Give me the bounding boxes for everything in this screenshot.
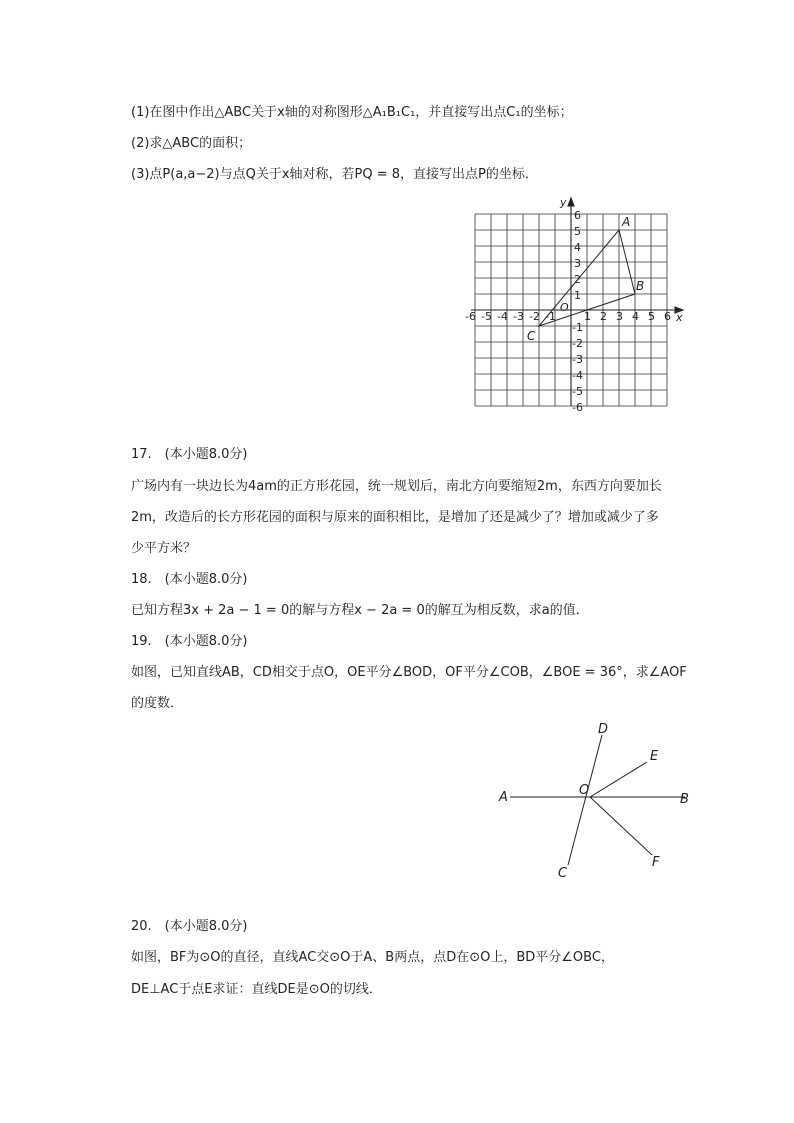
q18-line1: 已知方程3x + 2a − 1 = 0的解与方程x − 2a = 0的解互为相反数，求a的值． [131,603,589,618]
label-o: O [579,783,590,798]
x-tick-label: -6 [465,310,476,323]
ray-oe [590,762,647,797]
q19-line2: 的度数． [131,696,184,711]
x-tick-label: -2 [529,310,540,323]
q18-header: 18. (本小题8.0分) [131,572,248,587]
y-tick-label: -5 [572,385,583,398]
y-tick-label: 6 [574,209,581,222]
q16-part1: (1)在图中作出△ABC关于x轴的对称图形△A₁B₁C₁，并直接写出点C₁的坐标； [131,105,573,120]
y-axis-arrow [568,198,574,206]
point-label-c: C [527,329,536,343]
label-b: B [680,792,689,807]
label-d: D [598,722,609,737]
q16-part3: (3)点P(a,a−2)与点Q关于x轴对称，若PQ = 8，直接写出点P的坐标． [131,167,538,182]
q16-part2: (2)求△ABC的面积； [131,136,252,151]
q17-line3: 少平方米？ [131,541,197,556]
y-tick-label: -6 [572,401,583,414]
point-label-a: A [622,215,631,229]
y-tick-label: 3 [574,257,581,270]
y-tick-label: 1 [574,289,581,302]
label-c: C [558,866,568,881]
x-tick-label: -3 [513,310,524,323]
q20-header: 20. (本小题8.0分) [131,919,248,934]
point-label-b: B [636,279,645,293]
y-tick-label: -1 [572,321,583,334]
x-tick-label: -4 [497,310,508,323]
x-tick-label: 1 [584,310,591,323]
x-tick-label: 5 [648,310,655,323]
y-tick-label: 4 [574,241,581,254]
q19-header: 19. (本小题8.0分) [131,634,248,649]
x-tick-label: 4 [632,310,639,323]
label-f: F [652,855,660,870]
y-tick-label: -4 [572,369,583,382]
q17-line1: 广场内有一块边长为4am的正方形花园，统一规划后，南北方向要缩短2m，东西方向要加长 [131,479,662,494]
x-tick-label: 2 [600,310,607,323]
x-tick-label: -1 [545,310,556,323]
q19-line1: 如图，已知直线AB，CD相交于点O，OE平分∠BOD，OF平分∠COB，∠BOE = 36°，求∠AOF [131,665,687,680]
ray-of [590,797,652,855]
x-axis-label: x [676,311,683,324]
y-tick-label: -3 [572,353,583,366]
q20-line1: 如图，BF为⊙O的直径，直线AC交⊙O于A、B两点，点D在⊙O上，BD平分∠OBC， [131,950,614,965]
q20-line2: DE⊥AC于点E求证：直线DE是⊙O的切线． [131,982,382,997]
x-tick-label: 6 [664,310,671,323]
origin-label: O [560,301,569,314]
q17-line2: 2m，改造后的长方形花园的面积与原来的面积相比，是增加了还是减少了？增加或减少了多 [131,510,659,525]
y-tick-label: 5 [574,225,581,238]
x-tick-label: 3 [616,310,623,323]
x-tick-label: -5 [481,310,492,323]
y-tick-label: -2 [572,337,583,350]
label-a: A [499,790,508,805]
q17-header: 17. (本小题8.0分) [131,447,248,462]
label-e: E [650,749,659,764]
line-cd [568,735,602,865]
y-axis-label: y [560,196,567,209]
y-tick-label: 2 [574,273,581,286]
angle-figure [490,715,710,890]
